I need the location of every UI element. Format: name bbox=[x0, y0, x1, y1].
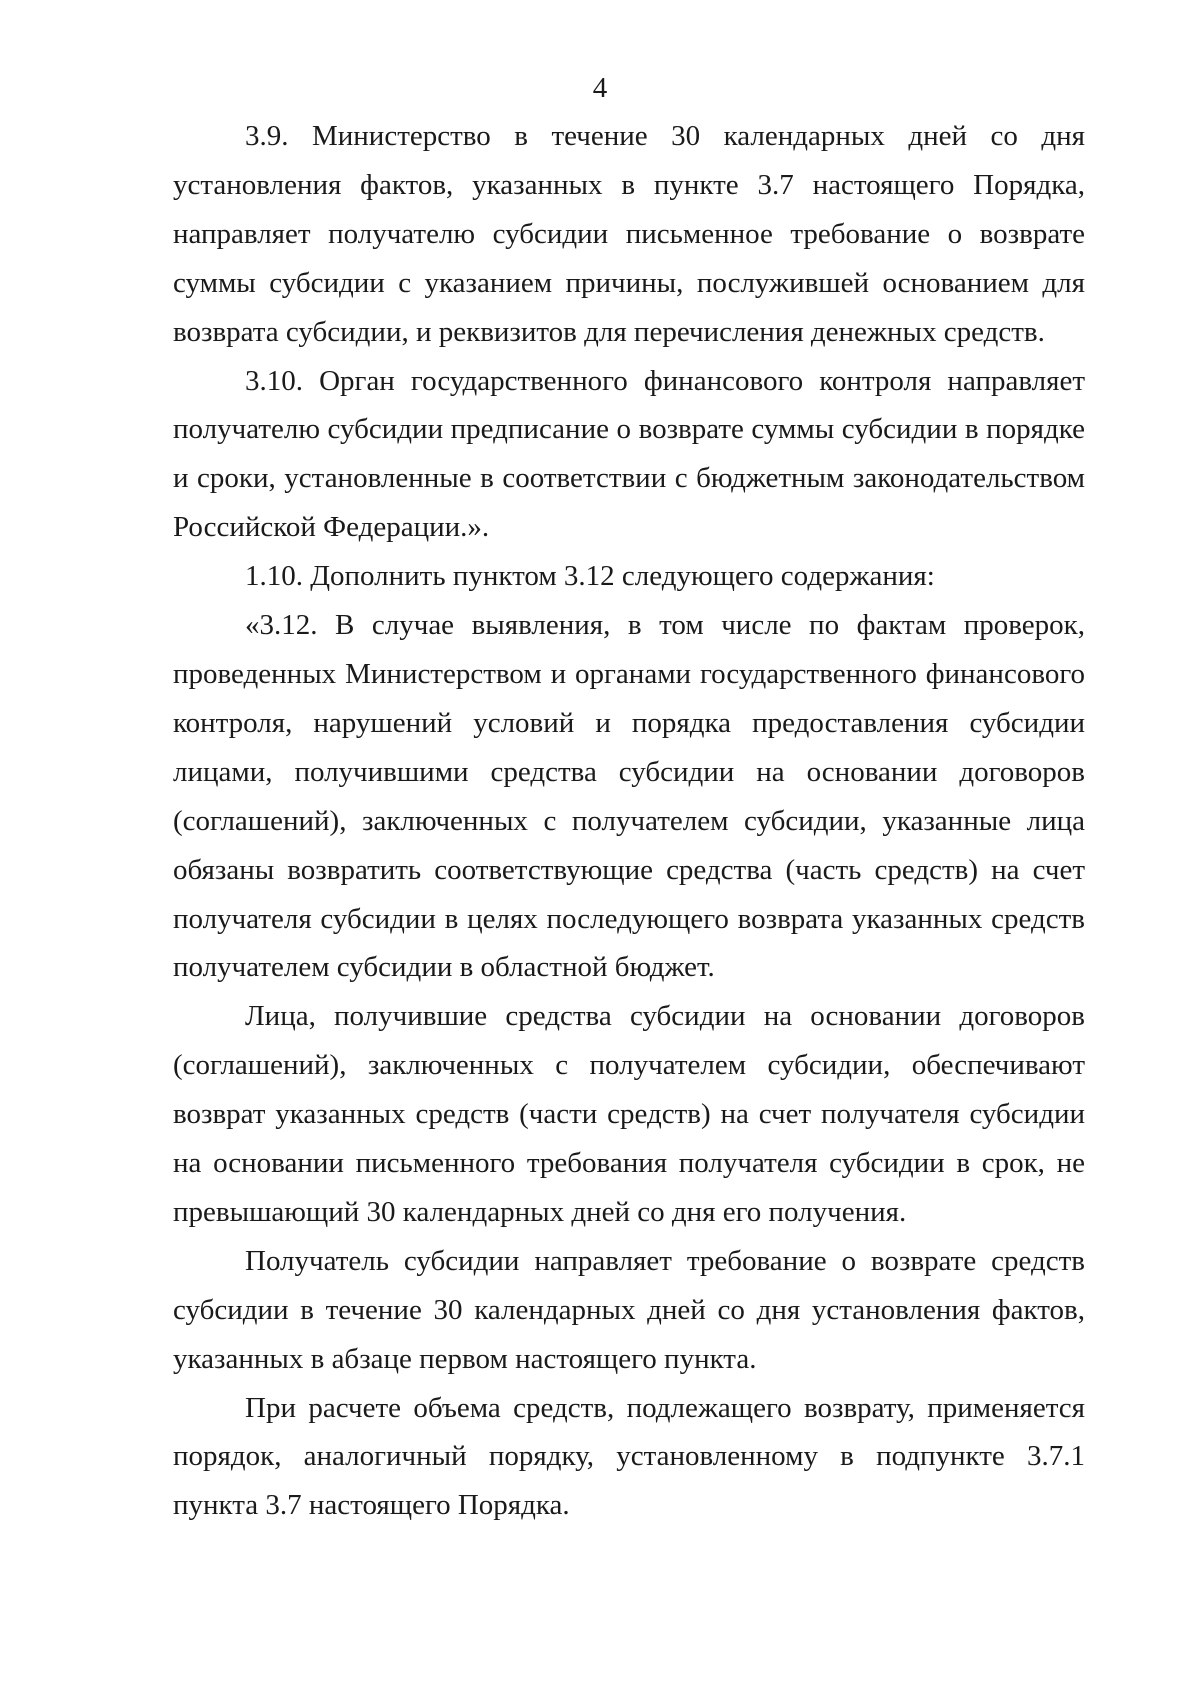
page-number: 4 bbox=[592, 72, 608, 104]
paragraph-recipients-obligation: Лица, получившие средства субсидии на основании договоров (соглашений), заключенных с получателем субсидии, обеспечивают возврат указанных средств (части средств) на счет получателя субсидии на основании письменного требования получателя субсидии в срок, не превышающий 30 календарных дней со дня его получения. bbox=[173, 1000, 1085, 1228]
paragraph-3-12: «3.12. В случае выявления, в том числе по фактам проверок, проведенных Министерством и органами государственного финансового контроля, нарушений условий и порядка предоставления субсидии лицами, получившими средства субсидии на основании договоров (соглашений), заключенных с получателем субсидии, указанные лица обязаны возвратить соответствующие средства (часть средств) на счет получателя субсидии в целях последующего возврата указанных средств получателем субсидии в областной бюджет. bbox=[173, 609, 1085, 984]
paragraph-1-10: 1.10. Дополнить пунктом 3.12 следующего содержания: bbox=[245, 560, 935, 593]
paragraph-recipient-demand: Получатель субсидии направляет требование о возврате средств субсидии в течение 30 календарных дней со дня установления фактов, указанных в абзаце первом настоящего пункта. bbox=[173, 1244, 1085, 1375]
paragraph-calculation-procedure: При расчете объема средств, подлежащего возврату, применяется порядок, аналогичный порядку, установленному в подпункте 3.7.1 пункта 3.7 настоящего Порядка. bbox=[173, 1391, 1085, 1522]
document-body bbox=[173, 112, 1085, 1530]
paragraph-3-9: 3.9. Министерство в течение 30 календарных дней со дня установления фактов, указанных в пункте 3.7 настоящего Порядка, направляет получателю субсидии письменное требование о возврате суммы субсидии с указанием причины, послужившей основанием для возврата субсидии, и реквизитов для перечисления денежных средств. bbox=[173, 120, 1085, 348]
paragraph-3-10: 3.10. Орган государственного финансового контроля направляет получателю субсидии предписание о возврате суммы субсидии в порядке и сроки, установленные в соответствии с бюджетным законодательством Российской Федерации.». bbox=[173, 364, 1085, 544]
